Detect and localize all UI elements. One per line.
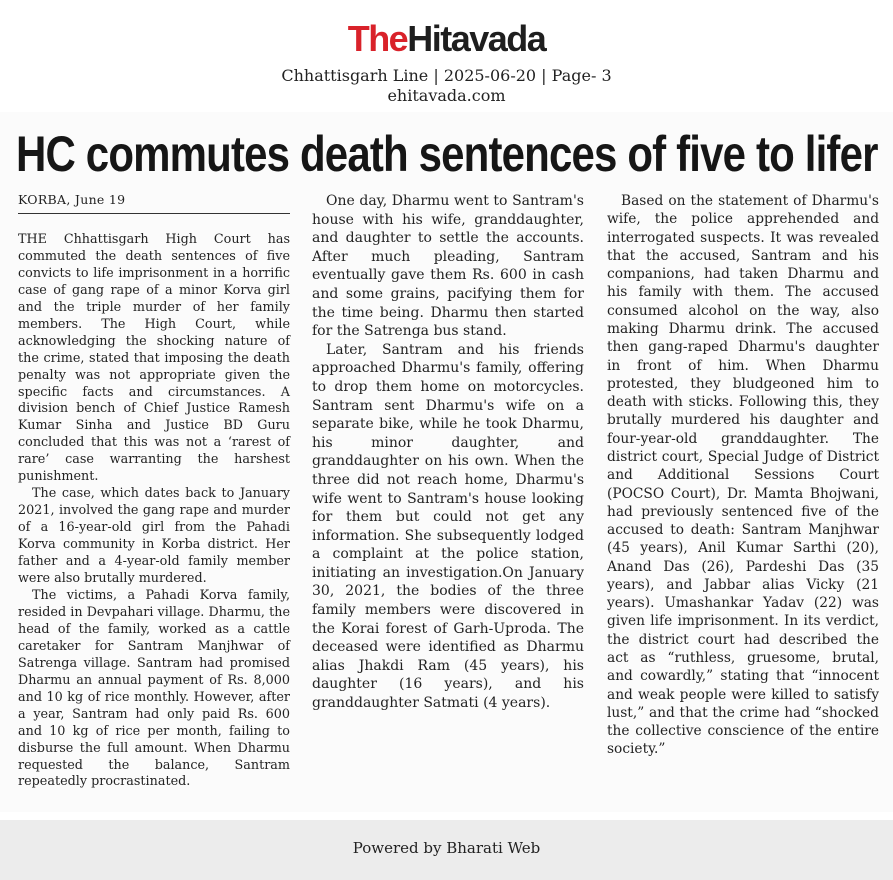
article-column-2 bbox=[312, 192, 584, 713]
logo-the: The bbox=[347, 18, 408, 59]
site-url: ehitavada.com bbox=[387, 86, 506, 105]
article-paragraph: The victims, a Pahadi Korva family, resided in Devpahari village. Dharmu, the head of the family, worked as a cattle caretaker for Santram Manjhwar of Satrenga village. Santram had promised Dharmu an annual payment of Rs. 8,000 and 10 kg of rice monthly. However, after a year, Santram had only paid Rs. 600 and 10 kg of rice per month, failing to disburse the full amount. When Dharmu requested the balance, Santram repeatedly procrastinated. bbox=[18, 587, 290, 790]
newspaper-logo bbox=[0, 18, 893, 60]
footer bbox=[0, 820, 893, 880]
edition-info: Chhattisgarh Line | 2025-06-20 | Page- 3 bbox=[281, 66, 612, 85]
article-column-1 bbox=[18, 192, 290, 791]
masthead bbox=[0, 18, 893, 105]
powered-by: Powered by Bharati Web bbox=[352, 839, 541, 857]
article-paragraph: Later, Santram and his friends approached Dharmu's family, offering to drop them home on motorcycles. Santram sent Dharmu's wife on a separate bike, while he took Dharmu, his minor daughter, and granddaughter on his own. When the three did not reach home, Dharmu's wife went to Santram's house looking for them but could not get any information. She subsequently lodged a complaint at the police station, initiating an investigation.On January 30, 2021, the bodies of the three family members were discovered in the Korai forest of Garh-Uproda. The deceased were identified as Dharmu alias Jhakdi Ram (45 years), his daughter (16 years), and his granddaughter Satmati (4 years). bbox=[312, 341, 584, 712]
dateline: KORBA, June 19 bbox=[18, 192, 290, 214]
logo-brand: Hitavada bbox=[407, 18, 546, 59]
article-column-3 bbox=[607, 192, 879, 759]
article-paragraph: The case, which dates back to January 2021, involved the gang rape and murder of a 16-year-old girl from the Pahadi Korva community in Korba district. Her father and a 4-year-old family member were also brutally murdered. bbox=[18, 486, 290, 587]
article-paragraph: One day, Dharmu went to Santram's house with his wife, granddaughter, and daughter to settle the accounts. After much pleading, Santram eventually gave them Rs. 600 in cash and some grains, pacifying them for the time being. Dharmu then started for the Satrenga bus stand. bbox=[312, 193, 584, 340]
article-headline: HC commutes death sentences of five to lifer bbox=[16, 126, 878, 182]
article-paragraph: THE Chhattisgarh High Court has commuted the death sentences of five convicts to life imprisonment in a horrific case of gang rape of a minor Korva girl and the triple murder of her family members. The High Court, while acknowledging the shocking nature of the crime, stated that imposing the death penalty was not appropriate given the specific facts and circumstances. A division bench of Chief Justice Ramesh Kumar Sinha and Justice BD Guru concluded that this was not a ‘rarest of rare’ case warranting the harshest punishment. bbox=[18, 231, 290, 485]
article-paragraph: Based on the statement of Dharmu's wife, the police apprehended and interrogated suspects. It was revealed that the accused, Santram and his companions, had taken Dharmu and his family with them. The accused consumed alcohol on the way, also making Dharmu drink. The accused then gang-raped Dharmu's daughter in front of him. When Dharmu protested, they bludgeoned him to death with sticks. Following this, they brutally murdered his daughter and four-year-old granddaughter. The district court, Special Judge of District and Additional Sessions Court (POCSO Court), Dr. Mamta Bhojwani, had previously sentenced five of the accused to death: Santram Manjhwar (45 years), Anil Kumar Sarthi (20), Anand Das (26), Pardeshi Das (35 years), and Jabbar alias Vicky (21 years). Umashankar Yadav (22) was given life imprisonment. In its verdict, the district court had described the act as “ruthless, gruesome, brutal, and cowardly,” stating that “innocent and weak people were killed to satisfy lust,” and that the crime had “shocked the collective conscience of the entire society.” bbox=[607, 193, 879, 758]
